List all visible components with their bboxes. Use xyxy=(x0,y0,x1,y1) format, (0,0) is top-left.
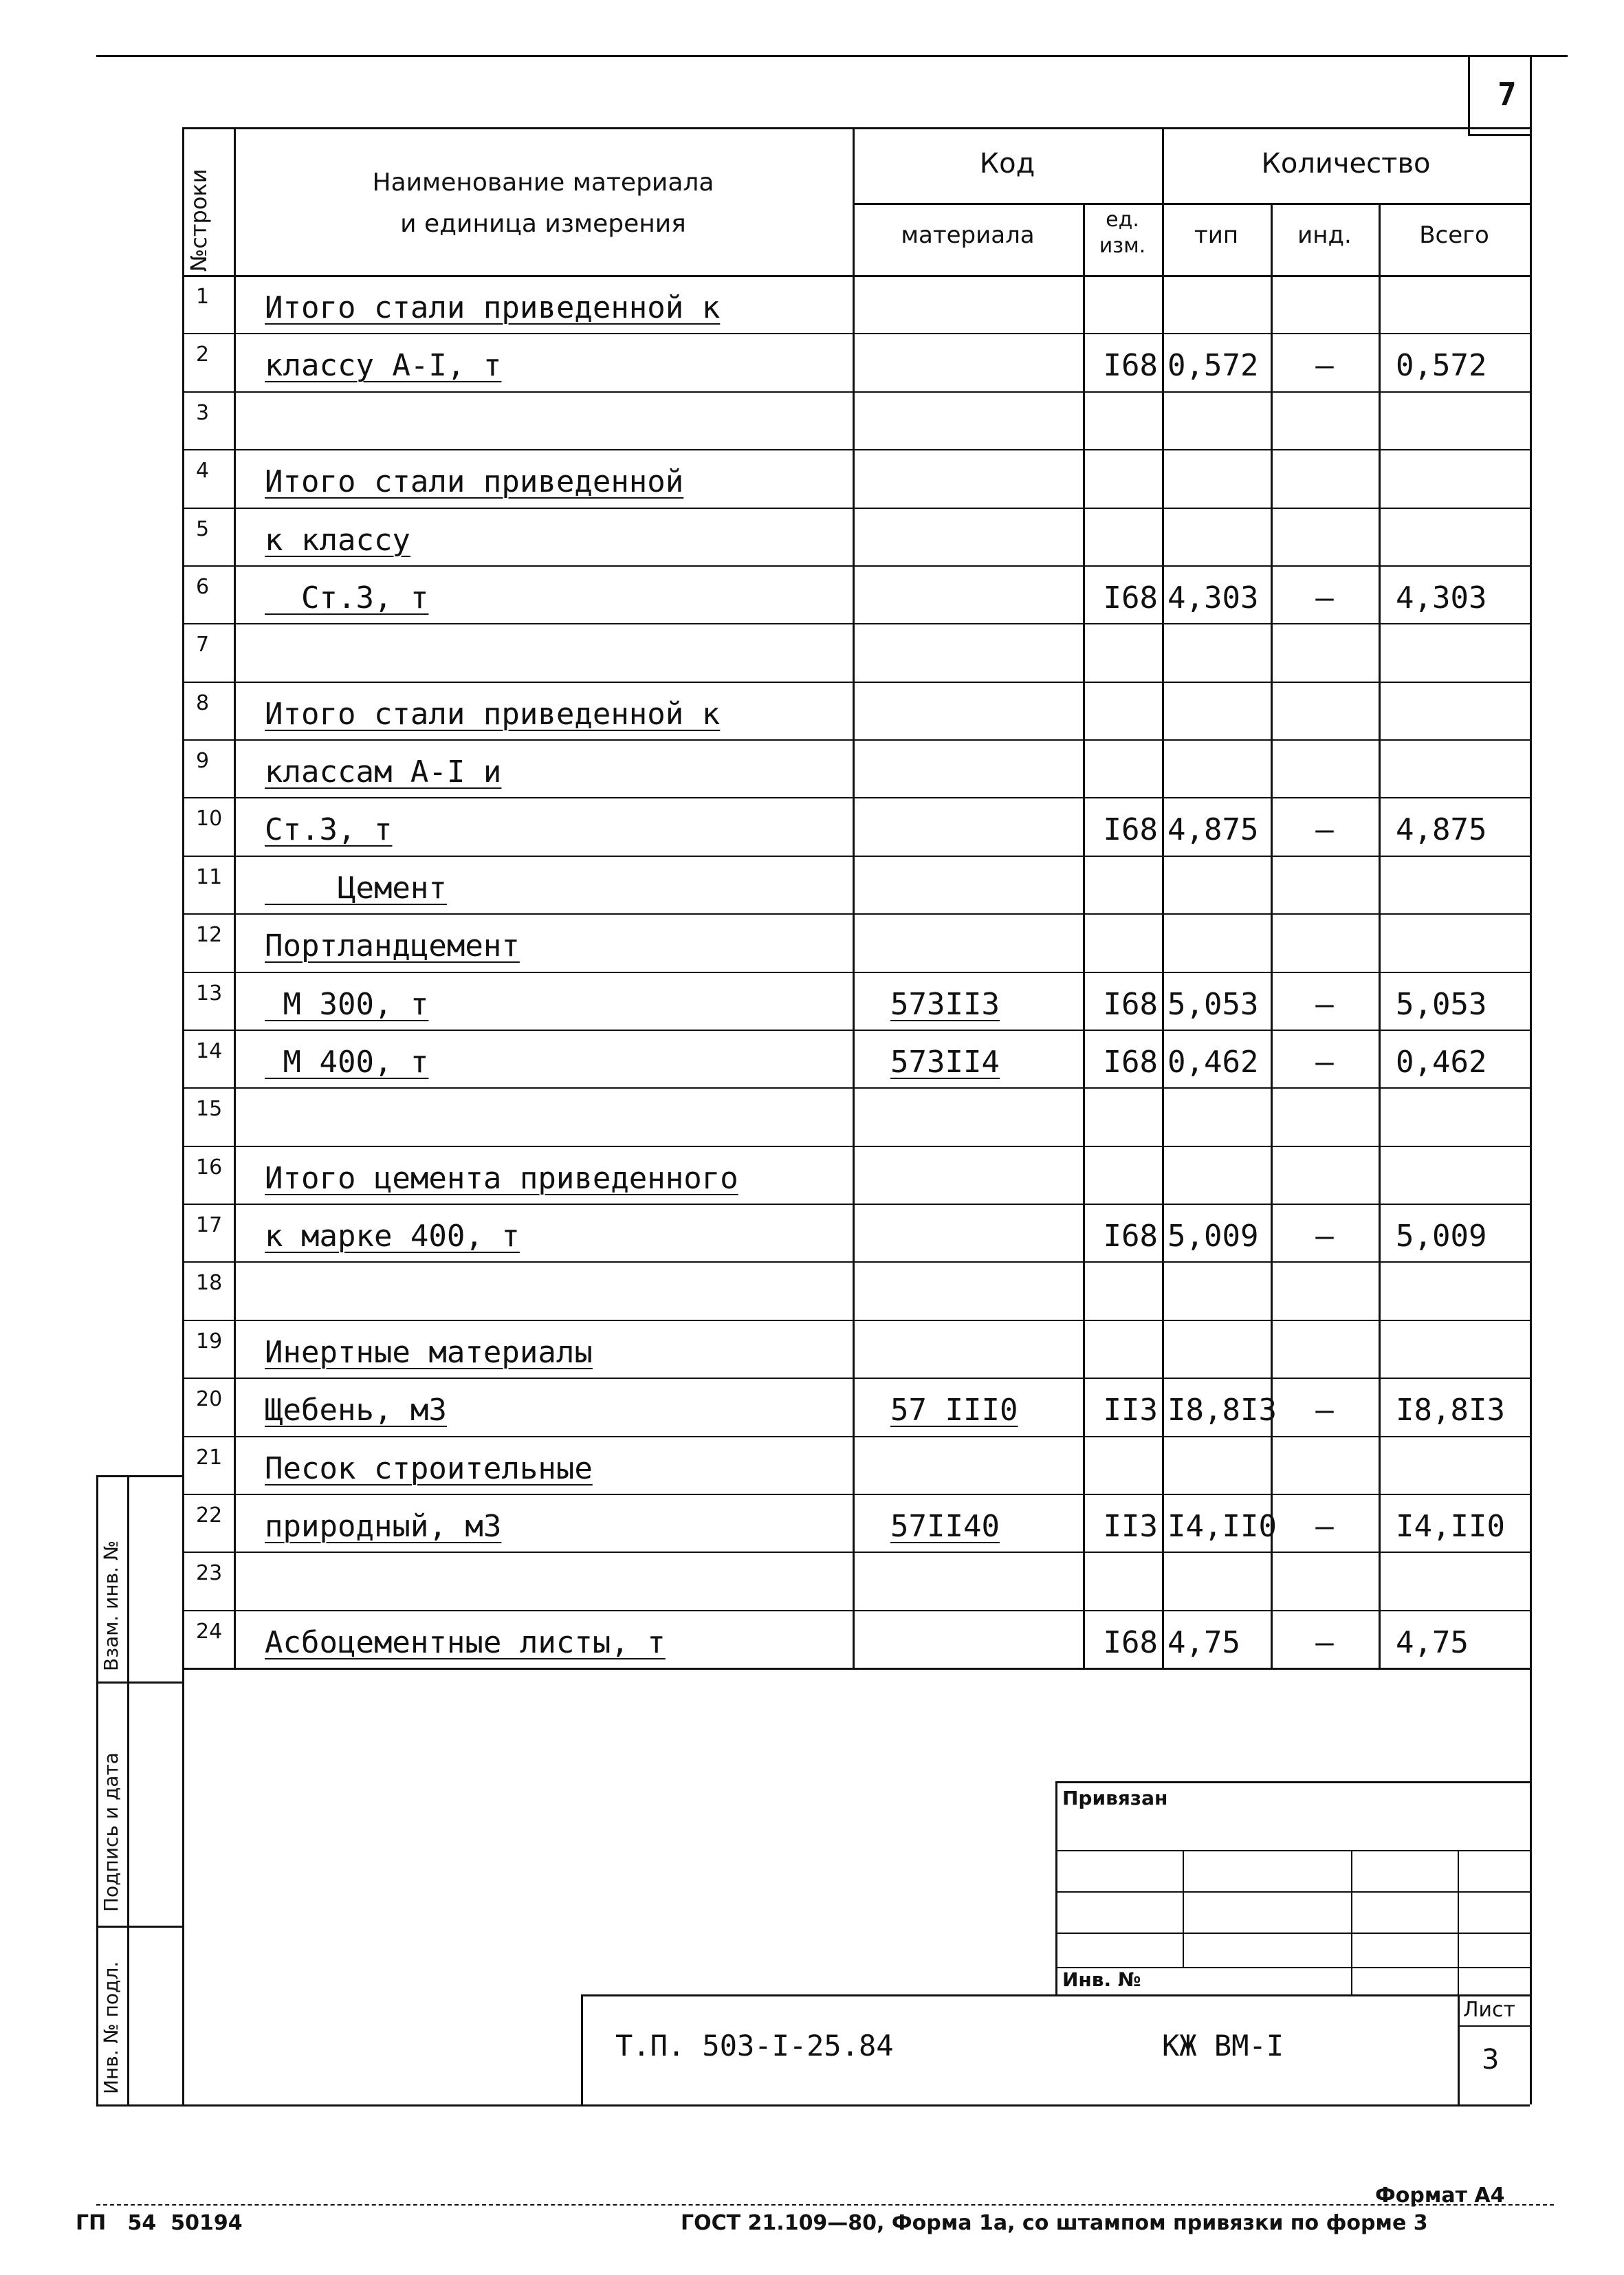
row-number: 19 xyxy=(196,1329,223,1353)
sheet-label: Лист xyxy=(1463,1998,1516,2022)
side-strip-div-2 xyxy=(96,1926,182,1928)
cell-ind: – xyxy=(1315,348,1334,384)
cell-typ: I8,8I3 xyxy=(1167,1393,1277,1428)
material-name: Итого стали приведенной xyxy=(265,464,684,500)
right-border xyxy=(1530,55,1532,2104)
row-number: 18 xyxy=(196,1271,223,1296)
stamp-privyazan-left xyxy=(1055,1781,1057,1994)
title-block-top xyxy=(581,1994,1530,1996)
material-name: Итого стали приведенной к xyxy=(265,696,721,732)
stamp-privyazan-top xyxy=(1055,1781,1530,1783)
row-number: 24 xyxy=(196,1619,223,1644)
cell-typ: 4,875 xyxy=(1167,812,1259,848)
row-number: 15 xyxy=(196,1097,223,1122)
row-number: 7 xyxy=(196,633,210,657)
cell-typ: 5,009 xyxy=(1167,1219,1259,1254)
cell-ind: – xyxy=(1315,1393,1334,1428)
label-podpis-data: Подпись и дата xyxy=(100,1752,122,1912)
material-name: Портландцемент xyxy=(265,928,520,964)
side-strip-div-1 xyxy=(96,1681,182,1684)
row-number: 13 xyxy=(196,981,223,1005)
cell-typ: 5,053 xyxy=(1167,986,1259,1022)
title-block-sheet-left xyxy=(1458,1994,1460,2104)
row-number: 4 xyxy=(196,459,210,483)
page-number-box-bottom xyxy=(1468,134,1530,136)
row-number: 1 xyxy=(196,285,210,309)
material-name: М 300, т xyxy=(265,986,429,1022)
row-divider xyxy=(182,1146,1530,1147)
cell-ind: – xyxy=(1315,1044,1334,1080)
row-divider xyxy=(182,1320,1530,1321)
cell-ind: – xyxy=(1315,1508,1334,1544)
cell-unit: II3 xyxy=(1103,1393,1158,1428)
cell-total: I8,8I3 xyxy=(1396,1393,1505,1428)
material-name: классу А-I, т xyxy=(265,348,502,384)
material-name: Итого стали приведенной к xyxy=(265,290,721,325)
cell-code: 573II4 xyxy=(890,1044,1000,1080)
format-label: Формат А4 xyxy=(1375,2184,1505,2208)
doc-mark: КЖ ВМ-I xyxy=(1162,2029,1284,2062)
row-divider xyxy=(182,1204,1530,1205)
row-number: 6 xyxy=(196,574,210,599)
stamp-vline-1 xyxy=(1183,1850,1184,1967)
cell-total: 0,462 xyxy=(1396,1044,1487,1080)
row-divider xyxy=(182,972,1530,973)
row-number: 21 xyxy=(196,1445,223,1470)
row-number: 22 xyxy=(196,1503,223,1527)
cell-typ: 4,75 xyxy=(1167,1624,1240,1660)
material-name: Щебень, м3 xyxy=(265,1393,447,1428)
cell-total: 5,009 xyxy=(1396,1219,1487,1254)
cell-typ: 0,572 xyxy=(1167,348,1259,384)
row-divider xyxy=(182,1610,1530,1611)
stamp-vline-2 xyxy=(1351,1850,1352,1994)
header-code: Код xyxy=(979,148,1035,179)
row-divider xyxy=(182,797,1530,798)
cell-code: 573II3 xyxy=(890,986,1000,1022)
material-name: Ст.3, т xyxy=(265,812,393,848)
col-typ xyxy=(1271,203,1273,1668)
row-number: 9 xyxy=(196,749,210,773)
stamp-inv-no: Инв. № xyxy=(1062,1968,1141,1991)
header-bottom xyxy=(182,275,1530,277)
cell-code: 57 III0 xyxy=(890,1393,1018,1428)
cell-total: 4,875 xyxy=(1396,812,1487,848)
row-divider xyxy=(182,1261,1530,1263)
header-total: Всего xyxy=(1419,221,1489,249)
top-border xyxy=(96,55,1568,57)
material-name: Асбоцементные листы, т xyxy=(265,1624,666,1660)
header-quantity: Количество xyxy=(1261,148,1431,179)
cell-total: 4,75 xyxy=(1396,1624,1469,1660)
cell-unit: II3 xyxy=(1103,1508,1158,1544)
title-block-sheet-split xyxy=(1458,2025,1530,2027)
row-divider xyxy=(182,1030,1530,1031)
row-divider xyxy=(182,623,1530,624)
material-name: Инертные материалы xyxy=(265,1334,593,1370)
material-name: Цемент xyxy=(265,870,447,906)
material-name: к классу xyxy=(265,522,410,558)
col-code xyxy=(1083,203,1085,1668)
row-divider xyxy=(182,682,1530,683)
side-strip-top xyxy=(96,1475,182,1477)
row-divider xyxy=(182,1494,1530,1495)
row-number: 8 xyxy=(196,690,210,715)
header-ind: инд. xyxy=(1297,221,1352,249)
material-name: классам А-I и xyxy=(265,754,502,790)
row-number: 14 xyxy=(196,1038,223,1063)
page-number-box-left xyxy=(1468,55,1470,134)
row-divider xyxy=(182,739,1530,741)
table-left xyxy=(182,127,184,2104)
material-name: М 400, т xyxy=(265,1044,429,1080)
material-name: Песок строительные xyxy=(265,1450,593,1486)
material-name: Итого цемента приведенного xyxy=(265,1160,738,1196)
cell-total: 5,053 xyxy=(1396,986,1487,1022)
header-unit-2: изм. xyxy=(1099,234,1146,258)
cell-total: 0,572 xyxy=(1396,348,1487,384)
row-number: 10 xyxy=(196,807,223,831)
cell-unit: I68 xyxy=(1103,812,1158,848)
cell-typ: 0,462 xyxy=(1167,1044,1259,1080)
material-name: к марке 400, т xyxy=(265,1219,520,1254)
table-top xyxy=(182,127,1530,129)
row-divider xyxy=(182,856,1530,857)
cell-ind: – xyxy=(1315,580,1334,616)
cell-ind: – xyxy=(1315,812,1334,848)
cell-total: I4,II0 xyxy=(1396,1508,1505,1544)
cell-code: 57II40 xyxy=(890,1508,1000,1544)
row-divider xyxy=(182,1552,1530,1553)
row-divider xyxy=(182,1087,1530,1089)
page-number: 7 xyxy=(1497,76,1517,113)
material-name: природный, м3 xyxy=(265,1508,502,1544)
row-number: 17 xyxy=(196,1213,223,1237)
bottom-border xyxy=(96,2104,1530,2107)
row-divider xyxy=(182,565,1530,567)
row-divider xyxy=(182,508,1530,509)
cell-ind: – xyxy=(1315,986,1334,1022)
cell-unit: I68 xyxy=(1103,348,1158,384)
row-number: 16 xyxy=(196,1155,223,1179)
header-unit-1: ед. xyxy=(1106,208,1139,232)
row-number: 20 xyxy=(196,1387,223,1412)
cell-unit: I68 xyxy=(1103,580,1158,616)
cell-typ: I4,II0 xyxy=(1167,1508,1277,1544)
row-divider xyxy=(182,449,1530,450)
footer-rule xyxy=(96,2204,1554,2206)
row-number: 12 xyxy=(196,923,223,948)
table-bottom xyxy=(182,1668,1530,1670)
row-number: 2 xyxy=(196,342,210,367)
header-material: материала xyxy=(901,221,1035,249)
row-divider xyxy=(182,913,1530,915)
header-name-2: и единица измерения xyxy=(400,210,686,238)
header-name-1: Наименование материала xyxy=(372,168,714,197)
row-number: 3 xyxy=(196,400,210,425)
cell-ind: – xyxy=(1315,1624,1334,1660)
stamp-privyazan: Привязан xyxy=(1062,1787,1168,1809)
material-name: Ст.3, т xyxy=(265,580,429,616)
header-row-no: №строки xyxy=(186,168,212,272)
row-number: 5 xyxy=(196,516,210,541)
side-strip-inner xyxy=(127,1475,129,2104)
stamp-vline-3 xyxy=(1458,1850,1459,1994)
row-divider xyxy=(182,333,1530,334)
side-strip-left xyxy=(96,1475,98,2104)
cell-unit: I68 xyxy=(1103,986,1158,1022)
row-number: 23 xyxy=(196,1561,223,1586)
footer-left: ГП 54 50194 xyxy=(76,2211,243,2235)
row-divider xyxy=(182,391,1530,393)
doc-code: Т.П. 503-I-25.84 xyxy=(615,2029,894,2062)
row-divider xyxy=(182,1436,1530,1437)
cell-total: 4,303 xyxy=(1396,580,1487,616)
cell-typ: 4,303 xyxy=(1167,580,1259,616)
cell-unit: I68 xyxy=(1103,1624,1158,1660)
cell-ind: – xyxy=(1315,1219,1334,1254)
cell-unit: I68 xyxy=(1103,1044,1158,1080)
row-divider xyxy=(182,1378,1530,1379)
row-number: 11 xyxy=(196,864,223,889)
sheet-number: 3 xyxy=(1482,2044,1500,2076)
footer-right: ГОСТ 21.109—80, Форма 1а, со штампом привязки по форме 3 xyxy=(681,2211,1428,2235)
label-vzam-inv: Взам. инв. № xyxy=(100,1540,122,1671)
header-typ: тип xyxy=(1194,221,1239,249)
title-block-left xyxy=(581,1994,583,2104)
header-split xyxy=(853,203,1530,205)
label-inv-podl: Инв. № подл. xyxy=(100,1961,122,2094)
col-ind xyxy=(1379,203,1381,1668)
cell-unit: I68 xyxy=(1103,1219,1158,1254)
